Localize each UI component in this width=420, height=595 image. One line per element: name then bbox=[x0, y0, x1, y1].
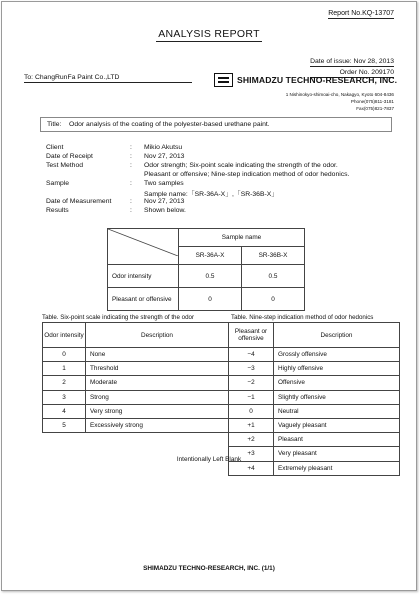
score-cell: −2 bbox=[229, 376, 274, 390]
info-row bbox=[46, 188, 349, 198]
description-cell: Very pleasant bbox=[274, 447, 400, 461]
info-colon bbox=[130, 188, 144, 198]
recipient: To: ChangRunFa Paint Co.,LTD bbox=[24, 74, 192, 83]
table-row bbox=[43, 404, 229, 418]
info-value: Nov 27, 2013 bbox=[144, 198, 185, 206]
score-cell: 2 bbox=[43, 376, 86, 390]
description-cell: Threshold bbox=[86, 362, 229, 376]
info-colon: : bbox=[130, 207, 132, 215]
info-key: Sample bbox=[46, 179, 70, 187]
description-cell: Extremely pleasant bbox=[274, 461, 400, 475]
subject-label: Title: bbox=[47, 121, 62, 128]
info-value: Nov 27, 2013 bbox=[144, 152, 185, 160]
description-cell: Moderate bbox=[86, 376, 229, 390]
pleasant-offensive-b: 0 bbox=[242, 288, 305, 311]
info-row bbox=[46, 207, 349, 216]
nine-step-table bbox=[228, 322, 400, 476]
table-row bbox=[43, 362, 229, 376]
results-table-wrap bbox=[107, 228, 305, 311]
subject-text: Odor analysis of the coating of the polyester-based urethane paint. bbox=[69, 121, 270, 128]
score-cell: −3 bbox=[229, 362, 274, 376]
info-colon: : bbox=[130, 152, 132, 160]
info-colon: : bbox=[130, 144, 132, 151]
info-value: Shown below. bbox=[144, 207, 186, 215]
score-cell: 1 bbox=[43, 362, 86, 376]
address-line: 1 Nishinokyo-shimoai-cho, Nakagyo, Kyoto 604-8436 bbox=[285, 92, 394, 97]
six-point-table-wrap bbox=[42, 322, 229, 433]
order-number: Order No. 209170 bbox=[310, 69, 394, 78]
header-description: Description bbox=[86, 323, 229, 348]
table-header-row bbox=[43, 323, 229, 348]
score-cell: +3 bbox=[229, 447, 274, 461]
date-of-issue: Date of issue: Nov 28, 2013 bbox=[310, 58, 394, 65]
table-row bbox=[229, 404, 400, 418]
sample-name-header: Sample name bbox=[179, 229, 305, 247]
header-description: Description bbox=[274, 323, 400, 348]
table-row bbox=[43, 376, 229, 390]
sample-column-b: SR-36B-X bbox=[242, 247, 305, 265]
info-value: Sample name:「SR-36A-X」,「SR-36B-X」 bbox=[144, 191, 279, 199]
info-row bbox=[46, 198, 349, 207]
score-cell: +2 bbox=[229, 433, 274, 447]
row-label-odor-intensity: Odor intensity bbox=[108, 265, 179, 288]
description-cell: Grossly offensive bbox=[274, 348, 400, 362]
score-cell: −4 bbox=[229, 348, 274, 362]
intentionally-blank-note: Intentionally Left Blank bbox=[176, 456, 242, 463]
info-value: Mikio Akutsu bbox=[144, 144, 183, 151]
score-cell: 5 bbox=[43, 418, 86, 432]
score-cell: +1 bbox=[229, 418, 274, 432]
phone-line: Phone(075)811-3181 bbox=[350, 99, 394, 104]
score-cell: −1 bbox=[229, 390, 274, 404]
header-score: Odor intensity bbox=[43, 323, 86, 348]
description-cell: Very strong bbox=[86, 404, 229, 418]
description-cell: Slightly offensive bbox=[274, 390, 400, 404]
score-cell: 3 bbox=[43, 390, 86, 404]
results-table bbox=[107, 228, 305, 311]
table-row bbox=[229, 461, 400, 475]
company-name: SHIMADZU TECHNO-RESEARCH, INC. bbox=[237, 75, 398, 85]
table-header-row bbox=[229, 323, 400, 348]
table-row bbox=[229, 376, 400, 390]
report-number: Report No.KQ-13707 bbox=[328, 10, 394, 17]
shimadzu-logo-icon bbox=[214, 73, 233, 87]
info-row bbox=[46, 180, 349, 189]
results-corner-cell bbox=[108, 229, 179, 265]
table-row bbox=[229, 433, 400, 447]
info-block bbox=[46, 144, 349, 216]
score-cell: +4 bbox=[229, 461, 274, 475]
subject-box bbox=[40, 117, 392, 132]
report-title-wrap bbox=[2, 28, 416, 40]
odor-intensity-a: 0.5 bbox=[179, 265, 242, 288]
table-row bbox=[229, 418, 400, 432]
info-table bbox=[46, 144, 349, 216]
info-key: Date of Receipt bbox=[46, 152, 93, 160]
info-value: Pleasant or offensive; Nine-step indication method of odor hedonics. bbox=[144, 170, 350, 178]
sample-column-a: SR-36A-X bbox=[179, 247, 242, 265]
info-row bbox=[46, 153, 349, 162]
info-colon: : bbox=[130, 198, 132, 206]
info-key: Date of Measurement bbox=[46, 198, 112, 206]
report-page bbox=[1, 1, 417, 591]
info-key: Results bbox=[46, 207, 69, 215]
nine-step-caption: Table. Nine-step indication method of odor hedonics bbox=[231, 314, 374, 321]
odor-intensity-b: 0.5 bbox=[242, 265, 305, 288]
description-cell: Offensive bbox=[274, 376, 400, 390]
nine-step-table-wrap bbox=[228, 322, 400, 476]
info-colon: : bbox=[130, 161, 132, 169]
table-row bbox=[43, 418, 229, 432]
company-address bbox=[286, 91, 394, 112]
row-label-pleasant-offensive: Pleasant or offensive bbox=[108, 288, 179, 311]
page-footer: SHIMADZU TECHNO-RESEARCH, INC. (1/1) bbox=[143, 565, 275, 572]
header-score: Pleasant or offensive bbox=[229, 323, 274, 348]
score-cell: 0 bbox=[229, 404, 274, 418]
description-cell: Excessively strong bbox=[86, 418, 229, 432]
table-row bbox=[43, 348, 229, 362]
table-row bbox=[229, 362, 400, 376]
pleasant-offensive-a: 0 bbox=[179, 288, 242, 311]
six-point-caption: Table. Six-point scale indicating the strength of the odor bbox=[42, 314, 195, 321]
description-cell: None bbox=[86, 348, 229, 362]
info-key bbox=[46, 171, 130, 180]
fax-line: Fax(075)821-7837 bbox=[356, 106, 394, 111]
description-cell: Pleasant bbox=[274, 433, 400, 447]
diagonal-line-icon bbox=[108, 229, 178, 256]
info-colon: : bbox=[130, 179, 132, 187]
info-value: Two samples bbox=[144, 179, 184, 187]
info-row bbox=[46, 162, 349, 171]
report-title: ANALYSIS REPORT bbox=[158, 28, 260, 40]
info-key: Client bbox=[46, 144, 64, 151]
info-row bbox=[46, 171, 349, 180]
description-cell: Highly offensive bbox=[274, 362, 400, 376]
info-key bbox=[46, 188, 130, 198]
company-header bbox=[214, 73, 397, 87]
description-cell: Neutral bbox=[274, 404, 400, 418]
info-key: Test Method bbox=[46, 161, 84, 169]
info-colon bbox=[130, 171, 144, 180]
info-value: Odor strength; Six-point scale indicating the strength of the odor. bbox=[144, 161, 338, 169]
score-cell: 4 bbox=[43, 404, 86, 418]
table-row bbox=[229, 390, 400, 404]
six-point-table bbox=[42, 322, 229, 433]
score-cell: 0 bbox=[43, 348, 86, 362]
table-row bbox=[43, 390, 229, 404]
info-row bbox=[46, 144, 349, 153]
description-cell: Vaguely pleasant bbox=[274, 418, 400, 432]
description-cell: Strong bbox=[86, 390, 229, 404]
table-row bbox=[229, 348, 400, 362]
